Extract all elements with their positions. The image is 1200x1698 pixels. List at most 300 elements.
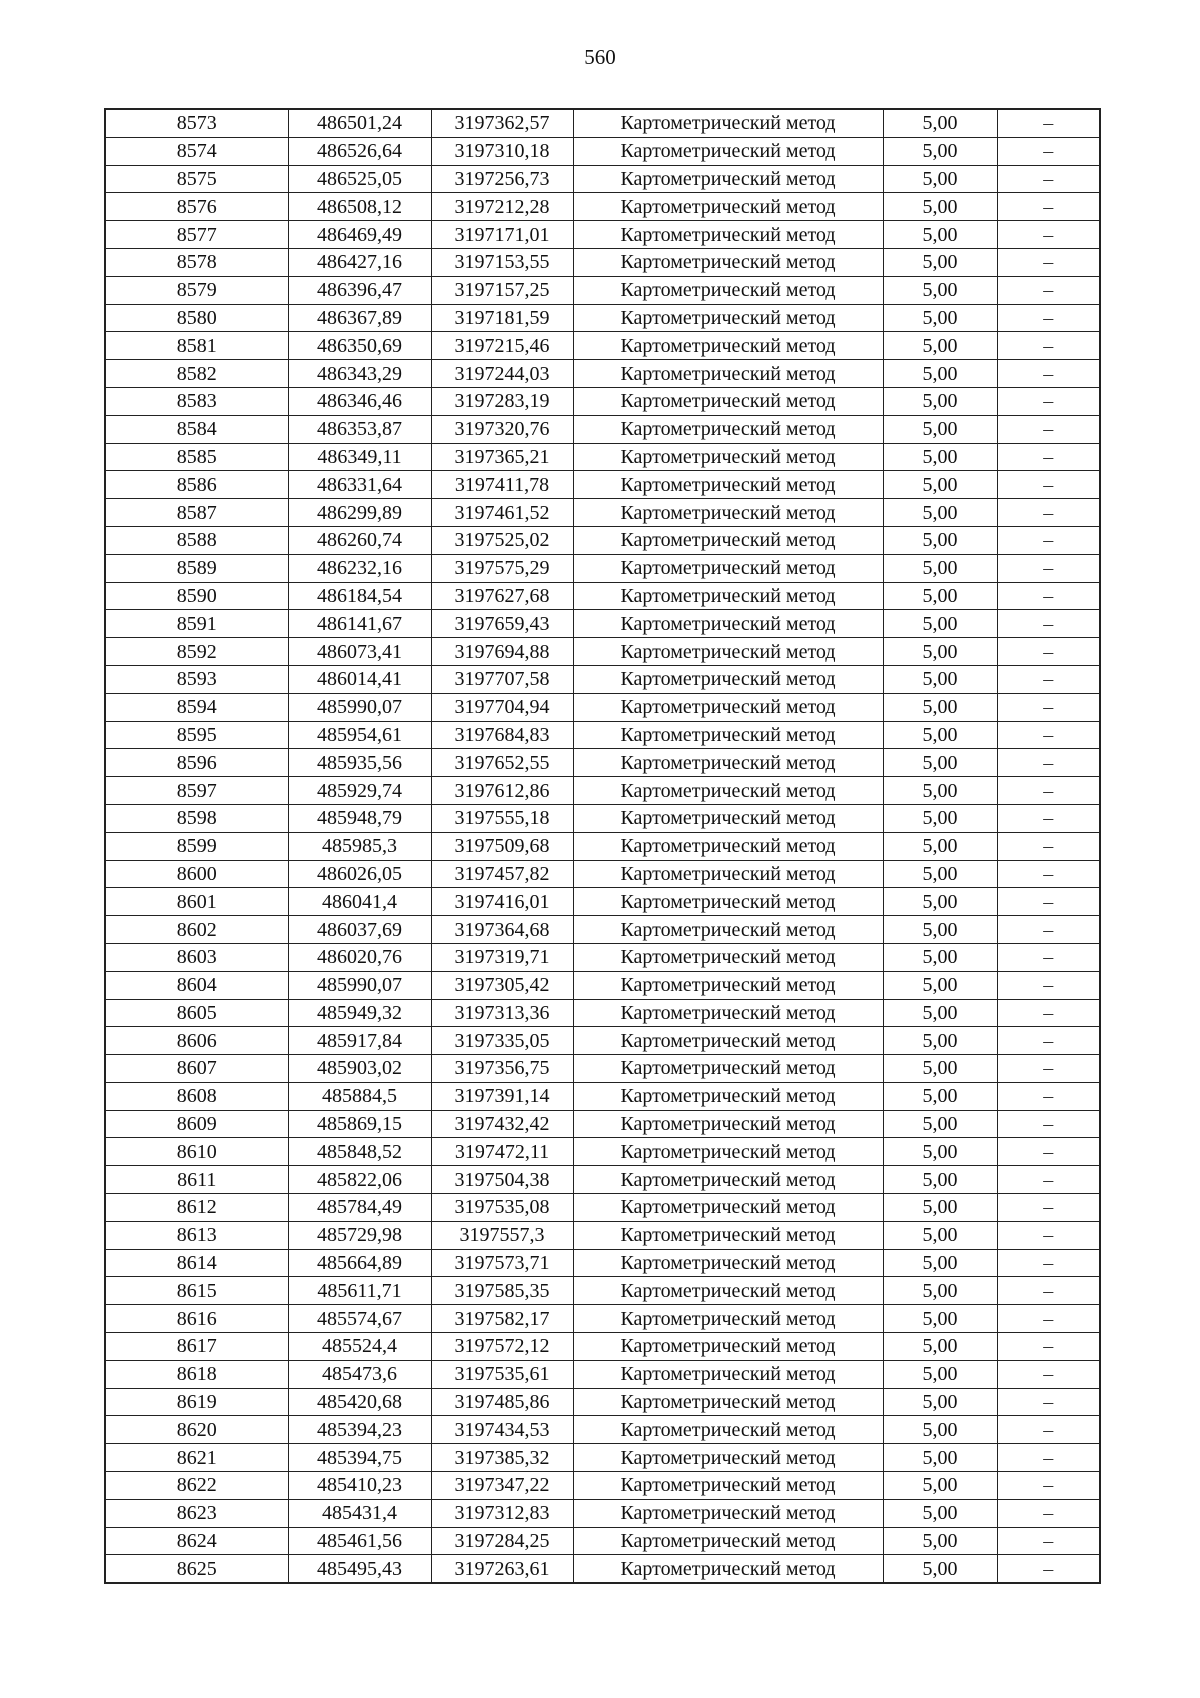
method-cell: Картометрический метод (573, 1527, 883, 1555)
table-row (105, 221, 1100, 249)
x-coordinate-cell: 485884,5 (288, 1082, 431, 1110)
table-row (105, 193, 1100, 221)
x-coordinate-cell: 486396,47 (288, 276, 431, 304)
note-cell: – (997, 1194, 1100, 1222)
table-row (105, 1055, 1100, 1083)
table-row (105, 999, 1100, 1027)
x-coordinate-cell: 485949,32 (288, 999, 431, 1027)
y-coordinate-cell: 3197472,11 (431, 1138, 573, 1166)
note-cell: – (997, 1082, 1100, 1110)
table-row (105, 499, 1100, 527)
point-number-cell: 8610 (105, 1138, 288, 1166)
x-coordinate-cell: 485990,07 (288, 971, 431, 999)
note-cell: – (997, 943, 1100, 971)
method-cell: Картометрический метод (573, 1555, 883, 1583)
table-row (105, 304, 1100, 332)
method-cell: Картометрический метод (573, 1082, 883, 1110)
note-cell: – (997, 554, 1100, 582)
table-row (105, 582, 1100, 610)
note-cell: – (997, 693, 1100, 721)
method-cell: Картометрический метод (573, 554, 883, 582)
note-cell: – (997, 832, 1100, 860)
error-cell: 5,00 (883, 1194, 997, 1222)
table-row (105, 1444, 1100, 1472)
x-coordinate-cell: 486343,29 (288, 360, 431, 388)
error-cell: 5,00 (883, 832, 997, 860)
point-number-cell: 8575 (105, 165, 288, 193)
error-cell: 5,00 (883, 1166, 997, 1194)
error-cell: 5,00 (883, 1388, 997, 1416)
point-number-cell: 8603 (105, 943, 288, 971)
table-row (105, 1360, 1100, 1388)
table-row (105, 832, 1100, 860)
y-coordinate-cell: 3197694,88 (431, 638, 573, 666)
point-number-cell: 8621 (105, 1444, 288, 1472)
error-cell: 5,00 (883, 916, 997, 944)
point-number-cell: 8625 (105, 1555, 288, 1583)
y-coordinate-cell: 3197684,83 (431, 721, 573, 749)
note-cell: – (997, 165, 1100, 193)
x-coordinate-cell: 486526,64 (288, 137, 431, 165)
point-number-cell: 8594 (105, 693, 288, 721)
x-coordinate-cell: 485461,56 (288, 1527, 431, 1555)
error-cell: 5,00 (883, 721, 997, 749)
y-coordinate-cell: 3197504,38 (431, 1166, 573, 1194)
note-cell: – (997, 1472, 1100, 1500)
table-row (105, 1416, 1100, 1444)
point-number-cell: 8615 (105, 1277, 288, 1305)
error-cell: 5,00 (883, 1221, 997, 1249)
note-cell: – (997, 1388, 1100, 1416)
y-coordinate-cell: 3197457,82 (431, 860, 573, 888)
point-number-cell: 8598 (105, 804, 288, 832)
x-coordinate-cell: 485990,07 (288, 693, 431, 721)
y-coordinate-cell: 3197585,35 (431, 1277, 573, 1305)
page-number: 560 (584, 45, 616, 69)
x-coordinate-cell: 486367,89 (288, 304, 431, 332)
error-cell: 5,00 (883, 499, 997, 527)
point-number-cell: 8592 (105, 638, 288, 666)
table-row (105, 360, 1100, 388)
method-cell: Картометрический метод (573, 1472, 883, 1500)
error-cell: 5,00 (883, 693, 997, 721)
note-cell: – (997, 1527, 1100, 1555)
y-coordinate-cell: 3197707,58 (431, 665, 573, 693)
table-row (105, 1305, 1100, 1333)
table-row (105, 749, 1100, 777)
note-cell: – (997, 1055, 1100, 1083)
y-coordinate-cell: 3197612,86 (431, 777, 573, 805)
y-coordinate-cell: 3197385,32 (431, 1444, 573, 1472)
point-number-cell: 8613 (105, 1221, 288, 1249)
method-cell: Картометрический метод (573, 248, 883, 276)
point-number-cell: 8614 (105, 1249, 288, 1277)
note-cell: – (997, 1416, 1100, 1444)
method-cell: Картометрический метод (573, 526, 883, 554)
y-coordinate-cell: 3197555,18 (431, 804, 573, 832)
point-number-cell: 8573 (105, 109, 288, 137)
note-cell: – (997, 1444, 1100, 1472)
table-row (105, 471, 1100, 499)
point-number-cell: 8580 (105, 304, 288, 332)
y-coordinate-cell: 3197659,43 (431, 610, 573, 638)
x-coordinate-cell: 485524,4 (288, 1333, 431, 1361)
y-coordinate-cell: 3197432,42 (431, 1110, 573, 1138)
y-coordinate-cell: 3197347,22 (431, 1472, 573, 1500)
table-row (105, 1333, 1100, 1361)
error-cell: 5,00 (883, 582, 997, 610)
y-coordinate-cell: 3197525,02 (431, 526, 573, 554)
error-cell: 5,00 (883, 1110, 997, 1138)
y-coordinate-cell: 3197181,59 (431, 304, 573, 332)
point-number-cell: 8617 (105, 1333, 288, 1361)
error-cell: 5,00 (883, 526, 997, 554)
method-cell: Картометрический метод (573, 943, 883, 971)
x-coordinate-cell: 485929,74 (288, 777, 431, 805)
error-cell: 5,00 (883, 221, 997, 249)
table-row (105, 860, 1100, 888)
table-row (105, 332, 1100, 360)
table-row (105, 1555, 1100, 1583)
y-coordinate-cell: 3197365,21 (431, 443, 573, 471)
method-cell: Картометрический метод (573, 221, 883, 249)
point-number-cell: 8601 (105, 888, 288, 916)
x-coordinate-cell: 485822,06 (288, 1166, 431, 1194)
method-cell: Картометрический метод (573, 1249, 883, 1277)
method-cell: Картометрический метод (573, 1221, 883, 1249)
x-coordinate-cell: 486469,49 (288, 221, 431, 249)
x-coordinate-cell: 486427,16 (288, 248, 431, 276)
table-row (105, 943, 1100, 971)
point-number-cell: 8584 (105, 415, 288, 443)
note-cell: – (997, 304, 1100, 332)
y-coordinate-cell: 3197582,17 (431, 1305, 573, 1333)
x-coordinate-cell: 485611,71 (288, 1277, 431, 1305)
point-number-cell: 8593 (105, 665, 288, 693)
error-cell: 5,00 (883, 1277, 997, 1305)
y-coordinate-cell: 3197312,83 (431, 1499, 573, 1527)
y-coordinate-cell: 3197572,12 (431, 1333, 573, 1361)
x-coordinate-cell: 485848,52 (288, 1138, 431, 1166)
y-coordinate-cell: 3197652,55 (431, 749, 573, 777)
error-cell: 5,00 (883, 777, 997, 805)
error-cell: 5,00 (883, 165, 997, 193)
note-cell: – (997, 276, 1100, 304)
point-number-cell: 8581 (105, 332, 288, 360)
method-cell: Картометрический метод (573, 1416, 883, 1444)
table-row (105, 1221, 1100, 1249)
method-cell: Картометрический метод (573, 971, 883, 999)
y-coordinate-cell: 3197485,86 (431, 1388, 573, 1416)
point-number-cell: 8574 (105, 137, 288, 165)
table-row (105, 1110, 1100, 1138)
error-cell: 5,00 (883, 804, 997, 832)
point-number-cell: 8620 (105, 1416, 288, 1444)
error-cell: 5,00 (883, 304, 997, 332)
point-number-cell: 8616 (105, 1305, 288, 1333)
table-row (105, 1138, 1100, 1166)
error-cell: 5,00 (883, 137, 997, 165)
point-number-cell: 8589 (105, 554, 288, 582)
y-coordinate-cell: 3197573,71 (431, 1249, 573, 1277)
method-cell: Картометрический метод (573, 1194, 883, 1222)
note-cell: – (997, 499, 1100, 527)
table-row (105, 1527, 1100, 1555)
table-row (105, 276, 1100, 304)
point-number-cell: 8579 (105, 276, 288, 304)
y-coordinate-cell: 3197263,61 (431, 1555, 573, 1583)
x-coordinate-cell: 485729,98 (288, 1221, 431, 1249)
x-coordinate-cell: 486037,69 (288, 916, 431, 944)
table-row (105, 804, 1100, 832)
table-row (105, 777, 1100, 805)
note-cell: – (997, 888, 1100, 916)
note-cell: – (997, 1110, 1100, 1138)
y-coordinate-cell: 3197362,57 (431, 109, 573, 137)
note-cell: – (997, 860, 1100, 888)
error-cell: 5,00 (883, 1416, 997, 1444)
note-cell: – (997, 248, 1100, 276)
table-row (105, 554, 1100, 582)
error-cell: 5,00 (883, 999, 997, 1027)
method-cell: Картометрический метод (573, 360, 883, 388)
x-coordinate-cell: 485394,75 (288, 1444, 431, 1472)
error-cell: 5,00 (883, 387, 997, 415)
method-cell: Картометрический метод (573, 610, 883, 638)
method-cell: Картометрический метод (573, 888, 883, 916)
y-coordinate-cell: 3197319,71 (431, 943, 573, 971)
error-cell: 5,00 (883, 1472, 997, 1500)
x-coordinate-cell: 486184,54 (288, 582, 431, 610)
x-coordinate-cell: 485410,23 (288, 1472, 431, 1500)
table-row (105, 1027, 1100, 1055)
table-row (105, 916, 1100, 944)
note-cell: – (997, 971, 1100, 999)
error-cell: 5,00 (883, 415, 997, 443)
error-cell: 5,00 (883, 360, 997, 388)
note-cell: – (997, 610, 1100, 638)
point-number-cell: 8600 (105, 860, 288, 888)
x-coordinate-cell: 486260,74 (288, 526, 431, 554)
y-coordinate-cell: 3197244,03 (431, 360, 573, 388)
error-cell: 5,00 (883, 1055, 997, 1083)
note-cell: – (997, 1333, 1100, 1361)
error-cell: 5,00 (883, 109, 997, 137)
table-row (105, 1194, 1100, 1222)
note-cell: – (997, 1166, 1100, 1194)
note-cell: – (997, 1360, 1100, 1388)
note-cell: – (997, 721, 1100, 749)
y-coordinate-cell: 3197391,14 (431, 1082, 573, 1110)
y-coordinate-cell: 3197153,55 (431, 248, 573, 276)
method-cell: Картометрический метод (573, 1305, 883, 1333)
method-cell: Картометрический метод (573, 665, 883, 693)
point-number-cell: 8595 (105, 721, 288, 749)
method-cell: Картометрический метод (573, 638, 883, 666)
point-number-cell: 8597 (105, 777, 288, 805)
error-cell: 5,00 (883, 1499, 997, 1527)
table-row (105, 693, 1100, 721)
table-row (105, 1166, 1100, 1194)
y-coordinate-cell: 3197256,73 (431, 165, 573, 193)
error-cell: 5,00 (883, 1360, 997, 1388)
x-coordinate-cell: 486525,05 (288, 165, 431, 193)
method-cell: Картометрический метод (573, 999, 883, 1027)
y-coordinate-cell: 3197284,25 (431, 1527, 573, 1555)
note-cell: – (997, 582, 1100, 610)
y-coordinate-cell: 3197320,76 (431, 415, 573, 443)
y-coordinate-cell: 3197535,61 (431, 1360, 573, 1388)
x-coordinate-cell: 486350,69 (288, 332, 431, 360)
table-row (105, 1249, 1100, 1277)
x-coordinate-cell: 486346,46 (288, 387, 431, 415)
x-coordinate-cell: 486073,41 (288, 638, 431, 666)
y-coordinate-cell: 3197416,01 (431, 888, 573, 916)
point-number-cell: 8604 (105, 971, 288, 999)
x-coordinate-cell: 485431,4 (288, 1499, 431, 1527)
x-coordinate-cell: 486331,64 (288, 471, 431, 499)
note-cell: – (997, 638, 1100, 666)
x-coordinate-cell: 486014,41 (288, 665, 431, 693)
table-row (105, 1277, 1100, 1305)
error-cell: 5,00 (883, 971, 997, 999)
point-number-cell: 8596 (105, 749, 288, 777)
point-number-cell: 8583 (105, 387, 288, 415)
note-cell: – (997, 804, 1100, 832)
error-cell: 5,00 (883, 1027, 997, 1055)
x-coordinate-cell: 485495,43 (288, 1555, 431, 1583)
point-number-cell: 8587 (105, 499, 288, 527)
note-cell: – (997, 443, 1100, 471)
method-cell: Картометрический метод (573, 137, 883, 165)
error-cell: 5,00 (883, 860, 997, 888)
method-cell: Картометрический метод (573, 804, 883, 832)
error-cell: 5,00 (883, 610, 997, 638)
x-coordinate-cell: 485394,23 (288, 1416, 431, 1444)
y-coordinate-cell: 3197434,53 (431, 1416, 573, 1444)
note-cell: – (997, 1499, 1100, 1527)
note-cell: – (997, 1221, 1100, 1249)
table-row (105, 1388, 1100, 1416)
y-coordinate-cell: 3197212,28 (431, 193, 573, 221)
point-number-cell: 8609 (105, 1110, 288, 1138)
x-coordinate-cell: 486501,24 (288, 109, 431, 137)
method-cell: Картометрический метод (573, 276, 883, 304)
note-cell: – (997, 1249, 1100, 1277)
point-number-cell: 8602 (105, 916, 288, 944)
method-cell: Картометрический метод (573, 1333, 883, 1361)
table-row (105, 610, 1100, 638)
method-cell: Картометрический метод (573, 1499, 883, 1527)
x-coordinate-cell: 485948,79 (288, 804, 431, 832)
note-cell: – (997, 360, 1100, 388)
y-coordinate-cell: 3197356,75 (431, 1055, 573, 1083)
note-cell: – (997, 999, 1100, 1027)
y-coordinate-cell: 3197335,05 (431, 1027, 573, 1055)
note-cell: – (997, 471, 1100, 499)
point-number-cell: 8590 (105, 582, 288, 610)
y-coordinate-cell: 3197310,18 (431, 137, 573, 165)
y-coordinate-cell: 3197627,68 (431, 582, 573, 610)
note-cell: – (997, 749, 1100, 777)
coordinates-table-body (105, 109, 1100, 1583)
x-coordinate-cell: 485985,3 (288, 832, 431, 860)
error-cell: 5,00 (883, 1305, 997, 1333)
point-number-cell: 8576 (105, 193, 288, 221)
note-cell: – (997, 137, 1100, 165)
error-cell: 5,00 (883, 471, 997, 499)
method-cell: Картометрический метод (573, 193, 883, 221)
y-coordinate-cell: 3197557,3 (431, 1221, 573, 1249)
point-number-cell: 8585 (105, 443, 288, 471)
point-number-cell: 8577 (105, 221, 288, 249)
point-number-cell: 8605 (105, 999, 288, 1027)
table-row (105, 137, 1100, 165)
point-number-cell: 8622 (105, 1472, 288, 1500)
note-cell: – (997, 1138, 1100, 1166)
method-cell: Картометрический метод (573, 860, 883, 888)
x-coordinate-cell: 485574,67 (288, 1305, 431, 1333)
note-cell: – (997, 332, 1100, 360)
method-cell: Картометрический метод (573, 165, 883, 193)
note-cell: – (997, 221, 1100, 249)
table-row (105, 415, 1100, 443)
point-number-cell: 8586 (105, 471, 288, 499)
note-cell: – (997, 387, 1100, 415)
error-cell: 5,00 (883, 248, 997, 276)
x-coordinate-cell: 485869,15 (288, 1110, 431, 1138)
note-cell: – (997, 1027, 1100, 1055)
y-coordinate-cell: 3197509,68 (431, 832, 573, 860)
y-coordinate-cell: 3197157,25 (431, 276, 573, 304)
x-coordinate-cell: 485917,84 (288, 1027, 431, 1055)
coordinates-table (104, 108, 1101, 1584)
point-number-cell: 8588 (105, 526, 288, 554)
error-cell: 5,00 (883, 193, 997, 221)
method-cell: Картометрический метод (573, 916, 883, 944)
x-coordinate-cell: 485784,49 (288, 1194, 431, 1222)
point-number-cell: 8591 (105, 610, 288, 638)
table-row (105, 665, 1100, 693)
method-cell: Картометрический метод (573, 1388, 883, 1416)
table-row (105, 387, 1100, 415)
method-cell: Картометрический метод (573, 582, 883, 610)
x-coordinate-cell: 486508,12 (288, 193, 431, 221)
x-coordinate-cell: 486026,05 (288, 860, 431, 888)
y-coordinate-cell: 3197704,94 (431, 693, 573, 721)
point-number-cell: 8624 (105, 1527, 288, 1555)
x-coordinate-cell: 486349,11 (288, 443, 431, 471)
table-row (105, 638, 1100, 666)
method-cell: Картометрический метод (573, 1027, 883, 1055)
y-coordinate-cell: 3197575,29 (431, 554, 573, 582)
x-coordinate-cell: 485903,02 (288, 1055, 431, 1083)
method-cell: Картометрический метод (573, 777, 883, 805)
note-cell: – (997, 526, 1100, 554)
x-coordinate-cell: 485473,6 (288, 1360, 431, 1388)
method-cell: Картометрический метод (573, 443, 883, 471)
error-cell: 5,00 (883, 1527, 997, 1555)
method-cell: Картометрический метод (573, 1166, 883, 1194)
point-number-cell: 8578 (105, 248, 288, 276)
x-coordinate-cell: 485664,89 (288, 1249, 431, 1277)
table-row (105, 109, 1100, 137)
point-number-cell: 8619 (105, 1388, 288, 1416)
error-cell: 5,00 (883, 554, 997, 582)
x-coordinate-cell: 486141,67 (288, 610, 431, 638)
error-cell: 5,00 (883, 888, 997, 916)
method-cell: Картометрический метод (573, 1110, 883, 1138)
